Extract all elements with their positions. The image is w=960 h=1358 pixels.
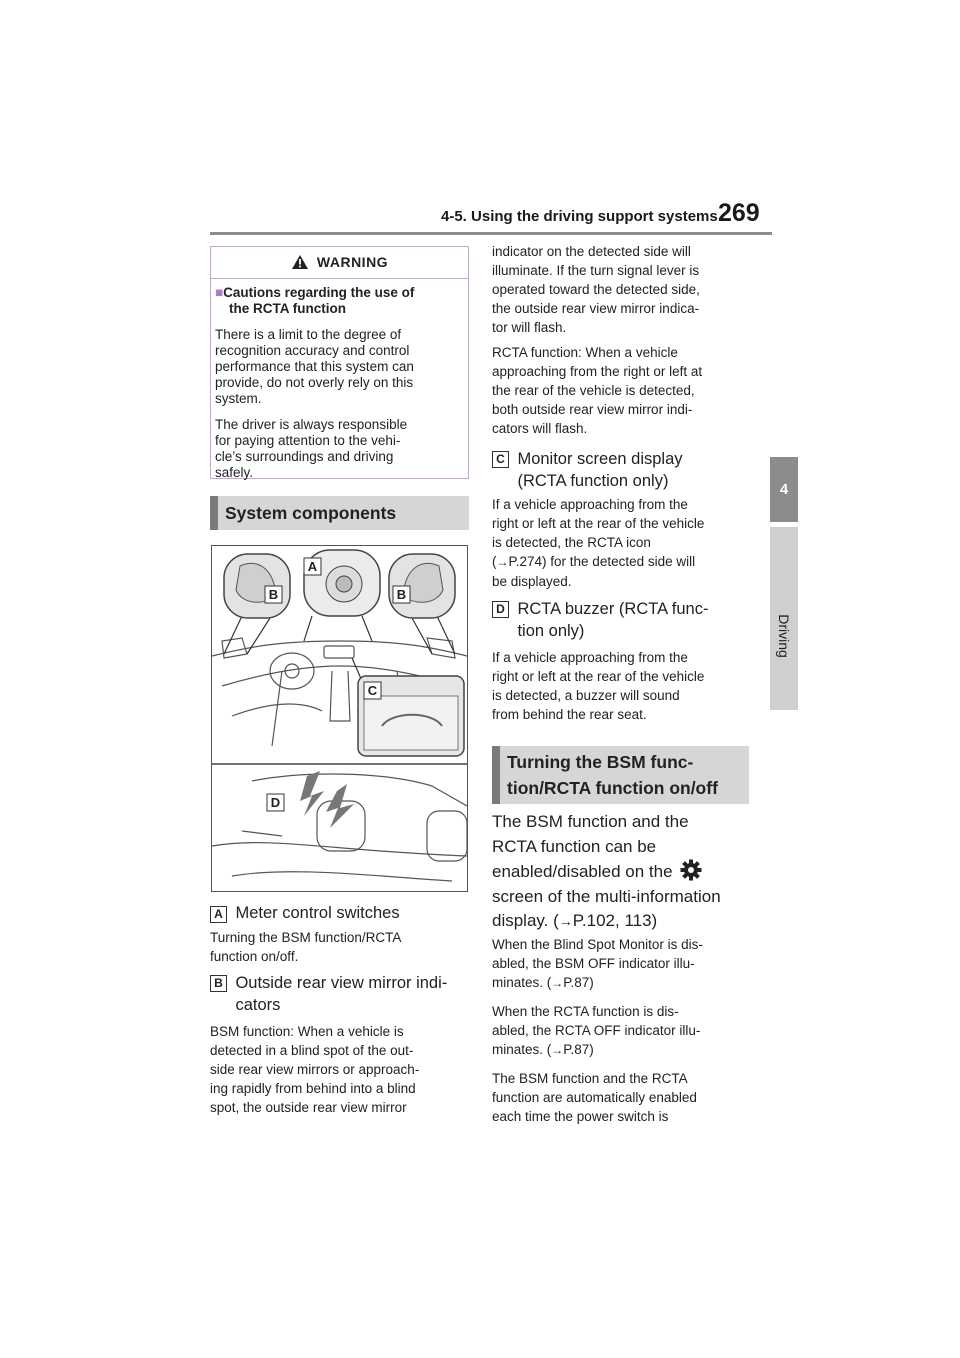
text-line: is detected, the RCTA icon (492, 535, 651, 550)
item-b-continued (492, 242, 752, 337)
text-line: provide, do not overly rely on this (215, 375, 414, 390)
item-d-header (492, 598, 752, 642)
item-b-description (210, 1022, 472, 1117)
text-line: function on/off. (210, 949, 299, 964)
text-line: minates. ( (492, 975, 552, 990)
page-number: 269 (718, 199, 760, 227)
section-line1: Turning the BSM func- (507, 752, 694, 772)
text-line: The BSM function and the (492, 812, 689, 831)
chapter-number-tab: 4 (770, 457, 798, 522)
toggle-paragraph-1 (492, 935, 754, 993)
system-components-figure (211, 545, 468, 892)
text-line: The driver is always responsible (215, 417, 408, 432)
text-line: ing rapidly from behind into a blind (210, 1081, 416, 1096)
item-d-description (492, 648, 754, 724)
toggle-lead-text (492, 810, 754, 934)
section-header-system-components: System components (210, 496, 469, 530)
item-c-description (492, 495, 754, 591)
item-c-header (492, 448, 752, 492)
fig-label-c: C (367, 683, 378, 698)
components-illustration (212, 546, 467, 891)
text-line: approaching from the right or left at (492, 364, 703, 379)
text-line: RCTA function: When a vehicle (492, 345, 678, 360)
fig-label-a: A (307, 559, 318, 574)
item-a-description (210, 928, 470, 966)
badge-b: B (210, 975, 227, 992)
gear-icon (680, 859, 702, 881)
fig-label-b-right: B (396, 587, 407, 602)
text-line: display. ( (492, 911, 559, 930)
text-line: BSM function: When a vehicle is (210, 1024, 404, 1039)
text-line: The BSM function and the RCTA (492, 1071, 688, 1086)
header-rule (210, 232, 772, 235)
text-line: indicator on the detected side will (492, 244, 691, 259)
ref-paren: ( (492, 554, 497, 569)
item-a-header (210, 902, 400, 924)
page-reference-link[interactable]: P.102, 113) (572, 911, 658, 930)
item-d-title-line1: RCTA buzzer (RCTA func- (517, 600, 709, 618)
text-line: from behind the rear seat. (492, 707, 647, 722)
warning-paragraph-2 (215, 417, 464, 481)
toggle-paragraph-2 (492, 1002, 754, 1060)
text-line: illuminate. If the turn signal lever is (492, 263, 700, 278)
item-b-header (210, 972, 470, 1016)
arrow-icon: → (551, 1043, 564, 1057)
warning-heading (211, 247, 468, 279)
section-title: 4-5. Using the driving support systems (441, 208, 718, 225)
badge-c: C (492, 451, 509, 468)
item-a-title: Meter control switches (235, 904, 400, 922)
text-line: spot, the outside rear view mirror (210, 1100, 407, 1115)
text-line: RCTA function can be (492, 836, 657, 856)
page-reference-link[interactable]: P.87) (563, 975, 594, 990)
text-line: both outside rear view mirror indi- (492, 402, 693, 417)
arrow-icon: → (558, 913, 573, 929)
chapter-label-text: Driving (776, 614, 792, 658)
text-line: enabled/disabled on the (492, 862, 673, 881)
badge-d: D (492, 601, 509, 618)
subheading-line1: Cautions regarding the use of (223, 285, 415, 300)
item-c-title-line2: (RCTA function only) (517, 472, 669, 490)
text-line: performance that this system can (215, 359, 414, 374)
text-line: abled, the RCTA OFF indicator illu- (492, 1023, 701, 1038)
text-line: operated toward the detected side, (492, 282, 700, 297)
text-line: If a vehicle approaching from the (492, 497, 688, 512)
section-line2: tion/RCTA function on/off (507, 778, 718, 798)
warning-paragraph-1 (215, 327, 464, 407)
text-line: detected in a blind spot of the out- (210, 1043, 414, 1058)
text-line: function are automatically enabled (492, 1090, 697, 1105)
fig-label-d: D (270, 795, 281, 810)
text-line: abled, the BSM OFF indicator illu- (492, 956, 695, 971)
text-line: There is a limit to the degree of (215, 327, 402, 342)
arrow-icon: → (496, 555, 509, 569)
subheading-marker: ■ (215, 285, 224, 300)
text-line: right or left at the rear of the vehicle (492, 516, 705, 531)
text-line: be displayed. (492, 574, 572, 589)
item-b-rcta (492, 343, 752, 438)
text-line: side rear view mirrors or approach- (210, 1062, 420, 1077)
text-line: When the Blind Spot Monitor is dis- (492, 937, 703, 952)
text-line: the rear of the vehicle is detected, (492, 383, 695, 398)
text-line: system. (215, 391, 262, 406)
item-b-title-line1: Outside rear view mirror indi- (235, 974, 448, 992)
text-line: each time the power switch is (492, 1109, 669, 1124)
text-line: for paying attention to the vehi- (215, 433, 401, 448)
item-c-title-line1: Monitor screen display (517, 450, 683, 468)
text-line: cle’s surroundings and driving (215, 449, 394, 464)
toggle-paragraph-3 (492, 1069, 754, 1126)
text-line: Turning the BSM function/RCTA (210, 930, 402, 945)
text-line: safely. (215, 465, 254, 480)
item-d-title-line2: tion only) (517, 622, 585, 640)
badge-a: A (210, 906, 227, 923)
warning-triangle-icon (291, 254, 309, 270)
item-b-title-line2: cators (235, 996, 281, 1014)
chapter-label (771, 596, 797, 676)
section-header-turning-on-off (492, 746, 749, 804)
text-line: is detected, a buzzer will sound (492, 688, 680, 703)
page-reference-link[interactable]: P.274) for the detected side will (508, 554, 696, 569)
subheading-line2: the RCTA function (229, 301, 346, 316)
warning-subheading (215, 285, 464, 317)
text-line: When the RCTA function is dis- (492, 1004, 679, 1019)
page-reference-link[interactable]: P.87) (563, 1042, 594, 1057)
text-line: recognition accuracy and control (215, 343, 410, 358)
warning-heading-text: WARNING (316, 254, 389, 270)
text-line: tor will flash. (492, 320, 567, 335)
fig-label-b-left: B (268, 587, 279, 602)
warning-box (210, 246, 469, 479)
text-line: screen of the multi-information (492, 886, 721, 906)
text-line: the outside rear view mirror indica- (492, 301, 700, 316)
text-line: cators will flash. (492, 421, 588, 436)
text-line: If a vehicle approaching from the (492, 650, 688, 665)
arrow-icon: → (551, 976, 564, 990)
text-line: minates. ( (492, 1042, 552, 1057)
text-line: right or left at the rear of the vehicle (492, 669, 705, 684)
